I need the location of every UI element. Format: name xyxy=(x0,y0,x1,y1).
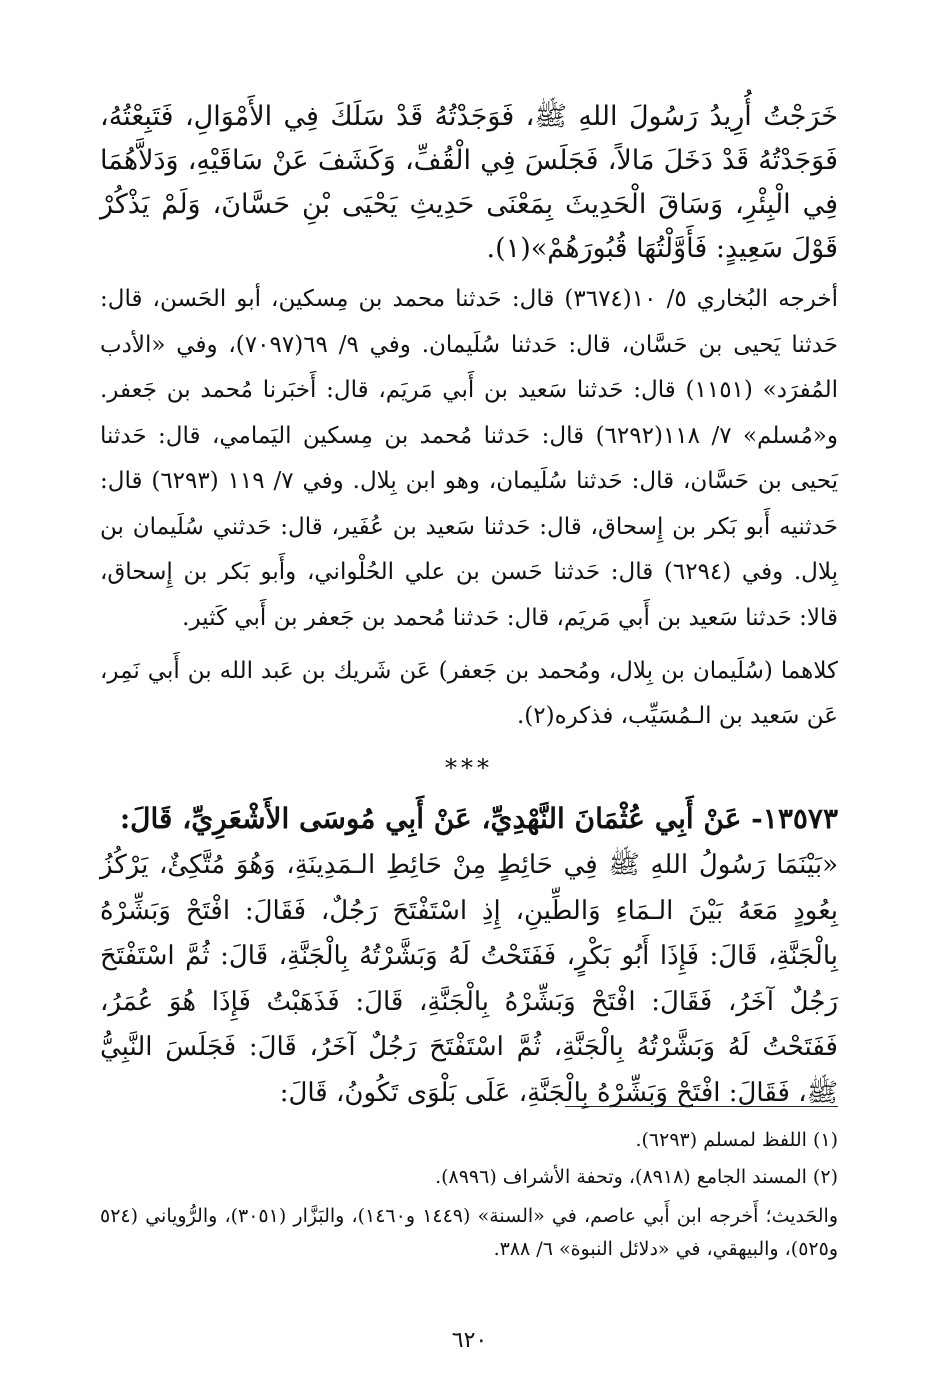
section-separator: *** xyxy=(445,754,493,782)
hadith-heading: ١٣٥٧٣- عَنْ أَبِي عُثْمَانَ النَّهْدِيِّ، عَنْ أَبِي مُوسَى الأَشْعَرِيِّ، قَالَ: xyxy=(119,802,838,835)
page-number: ٦٢٠ xyxy=(451,1328,488,1353)
footnote-2: (٢) المسند الجامع (٨٩١٨)، وتحفة الأشراف (٨٩٩٦). xyxy=(435,1166,838,1188)
page-body xyxy=(100,95,838,1116)
footnotes xyxy=(100,1124,838,1266)
footnote-divider xyxy=(565,1106,838,1107)
hadith-body: «بَيْنَمَا رَسُولُ اللهِ ﷺ فِي حَائِطٍ مِنْ حَائِطِ الـمَدِينَةِ، وَهُوَ مُتَّكِئٌ، يَرْكُزُ بِعُودٍ مَعَهُ بَيْنَ الـمَاءِ وَالطِّينِ، إِذِ اسْتَفْتَحَ رَجُلٌ، فَقَالَ: افْتَحْ وَبَشِّرْهُ بِالْجَنَّةِ، قَالَ: فَإِذَا أَبُو بَكْرٍ، فَفَتَحْتُ لَهُ وَبَشَّرْتُهُ بِالْجَنَّةِ، قَالَ: ثُمَّ اسْتَفْتَحَ رَجُلٌ آخَرُ، فَقَالَ: افْتَحْ وَبَشِّرْهُ بِالْجَنَّةِ، قَالَ: فَذَهَبْتُ فَإِذَا هُوَ عُمَرُ، فَفَتَحْتُ لَهُ وَبَشَّرْتُهُ بِالْجَنَّةِ، ثُمَّ اسْتَفْتَحَ رَجُلٌ آخَرُ، قَالَ: فَجَلَسَ النَّبِيُّ ﷺ، فَقَالَ: افْتَحْ وَبَشِّرْهُ بِالْجَنَّةِ، عَلَى بَلْوَى تَكُونُ، قَالَ: xyxy=(100,850,838,1108)
footnote-1: (١) اللفظ لمسلم (٦٢٩٣). xyxy=(635,1129,838,1151)
takhrij-paragraph: أخرجه البُخاري ٥/ ١٠(٣٦٧٤) قال: حَدثنا محمد بن مِسكين، أبو الحَسن، قال: حَدثنا يَحيى بن حَسَّان، قال: حَدثنا سُلَيمان. وفي ٩/ ٦٩(٧٠٩٧)، وفي «الأدب المُفرَد» (١١٥١) قال: حَدثنا سَعيد بن أَبي مَريَم، قال: أَخبَرنا مُحمد بن جَعفر. و«مُسلم» ٧/ ١١٨(٦٢٩٢) قال: حَدثنا مُحمد بن مِسكين اليَمامي، قال: حَدثنا يَحيى بن حَسَّان، قال: حَدثنا سُلَيمان، وهو ابن بِلال. وفي ٧/ ١١٩ (٦٢٩٣) قال: حَدثنيه أَبو بَكر بن إِسحاق، قال: حَدثنا سَعيد بن عُفَير، قال: حَدثني سُلَيمان بن بِلال. وفي (٦٢٩٤) قال: حَدثنا حَسن بن علي الحُلْواني، وأَبو بَكر بن إِسحاق، قالا: حَدثنا سَعيد بن أَبي مَريَم، قال: حَدثنا مُحمد بن جَعفر بن أَبي كَثير. xyxy=(100,286,839,631)
footnote-2-continuation: والحَديث؛ أَخرجه ابن أَبي عاصم، في «السنة» (١٤٤٩ و١٤٦٠)، والبَزَّار (٣٠٥١)، والرُّوياني (٥٢٤ و٥٢٥)، والبيهقي، في «دلائل النبوة» ٦/ ٣٨٨. xyxy=(100,1205,839,1260)
isnad-summary-paragraph: كلاهما (سُلَيمان بن بِلال، ومُحمد بن جَعفر) عَن شَريك بن عَبد الله بن أَبي نَمِر، عَن سَعيد بن الـمُسَيِّب، فذكره(٢). xyxy=(100,658,838,729)
hadith-continuation: خَرَجْتُ أُرِيدُ رَسُولَ اللهِ ﷺ، فَوَجَدْتُهُ قَدْ سَلَكَ فِي الأَمْوَالِ، فَتَبِعْتُهُ، فَوَجَدْتُهُ قَدْ دَخَلَ مَالاً، فَجَلَسَ فِي الْقُفِّ، وَكَشَفَ عَنْ سَاقَيْهِ، وَدَلاَّهُمَا فِي الْبِئْرِ، وَسَاقَ الْحَدِيثَ بِمَعْنَى حَدِيثِ يَحْيَى بْنِ حَسَّانَ، وَلَمْ يَذْكُرْ قَوْلَ سَعِيدٍ: فَأَوَّلْتُهَا قُبُورَهُمْ»(١). xyxy=(100,101,838,264)
